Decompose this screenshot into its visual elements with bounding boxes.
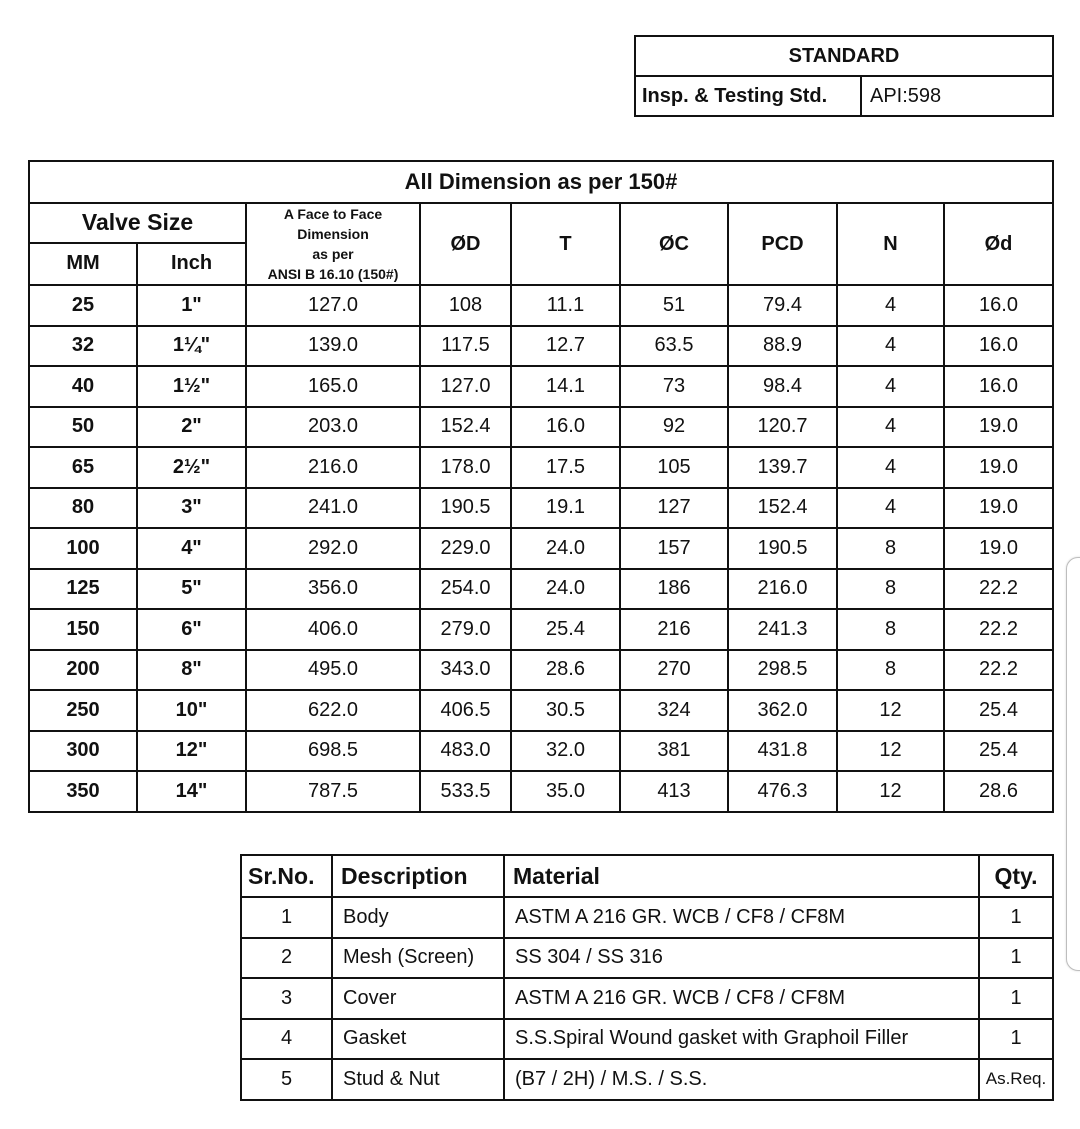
mm-cell: 150 xyxy=(29,609,137,650)
inch-cell: 8" xyxy=(137,650,246,691)
mm-cell: 125 xyxy=(29,569,137,610)
dimension-row xyxy=(29,285,1053,326)
mm-cell: 25 xyxy=(29,285,137,326)
parts-table xyxy=(240,854,1054,1101)
n-cell: 8 xyxy=(837,569,944,610)
od-cell: 190.5 xyxy=(420,488,511,529)
n-cell: 8 xyxy=(837,650,944,691)
face-header-line-4: ANSI B 16.10 (150#) xyxy=(267,266,399,282)
oc-cell: 186 xyxy=(620,569,728,610)
face-to-face-cell: 139.0 xyxy=(246,326,420,367)
qty-cell: As.Req. xyxy=(979,1059,1053,1100)
d-cell: 19.0 xyxy=(944,488,1053,529)
n-cell: 12 xyxy=(837,690,944,731)
sr-no-cell: 4 xyxy=(241,1019,332,1060)
dimension-row xyxy=(29,731,1053,772)
parts-row xyxy=(241,938,1053,979)
pcd-cell: 362.0 xyxy=(728,690,837,731)
face-to-face-cell: 622.0 xyxy=(246,690,420,731)
t-cell: 16.0 xyxy=(511,407,620,448)
t-cell: 32.0 xyxy=(511,731,620,772)
n-cell: 4 xyxy=(837,407,944,448)
od-cell: 533.5 xyxy=(420,771,511,812)
dimension-row xyxy=(29,407,1053,448)
material-cell: ASTM A 216 GR. WCB / CF8 / CF8M xyxy=(504,897,979,938)
description-cell: Cover xyxy=(332,978,504,1019)
face-header-line-3: as per xyxy=(312,246,354,262)
standard-title: STANDARD xyxy=(635,36,1053,76)
d-cell: 19.0 xyxy=(944,407,1053,448)
material-cell: ASTM A 216 GR. WCB / CF8 / CF8M xyxy=(504,978,979,1019)
oc-cell: 51 xyxy=(620,285,728,326)
parts-row xyxy=(241,1019,1053,1060)
t-cell: 35.0 xyxy=(511,771,620,812)
description-cell: Body xyxy=(332,897,504,938)
d-cell: 19.0 xyxy=(944,528,1053,569)
standard-label: Insp. & Testing Std. xyxy=(635,76,861,116)
mm-cell: 100 xyxy=(29,528,137,569)
description-cell: Mesh (Screen) xyxy=(332,938,504,979)
n-header: N xyxy=(837,203,944,285)
d-cell: 19.0 xyxy=(944,447,1053,488)
od-cell: 483.0 xyxy=(420,731,511,772)
d-cell: 16.0 xyxy=(944,285,1053,326)
mm-cell: 250 xyxy=(29,690,137,731)
t-cell: 25.4 xyxy=(511,609,620,650)
oc-cell: 105 xyxy=(620,447,728,488)
inch-cell: 12" xyxy=(137,731,246,772)
face-to-face-cell: 165.0 xyxy=(246,366,420,407)
face-to-face-cell: 241.0 xyxy=(246,488,420,529)
n-cell: 4 xyxy=(837,488,944,529)
d-cell: 22.2 xyxy=(944,609,1053,650)
n-cell: 4 xyxy=(837,447,944,488)
od-cell: 229.0 xyxy=(420,528,511,569)
parts-row xyxy=(241,897,1053,938)
d-cell: 22.2 xyxy=(944,650,1053,691)
inch-cell: 5" xyxy=(137,569,246,610)
material-cell: S.S.Spiral Wound gasket with Graphoil Filler xyxy=(504,1019,979,1060)
mm-header: MM xyxy=(29,243,137,285)
oc-cell: 63.5 xyxy=(620,326,728,367)
dimension-row xyxy=(29,771,1053,812)
material-header: Material xyxy=(504,855,979,897)
pcd-cell: 120.7 xyxy=(728,407,837,448)
od-cell: 108 xyxy=(420,285,511,326)
pcd-cell: 152.4 xyxy=(728,488,837,529)
inch-cell: 10" xyxy=(137,690,246,731)
inch-cell: 6" xyxy=(137,609,246,650)
face-header-line-2: Dimension xyxy=(297,226,369,242)
sr-no-cell: 5 xyxy=(241,1059,332,1100)
parts-row xyxy=(241,1059,1053,1100)
dimension-row xyxy=(29,569,1053,610)
inch-cell: 2½" xyxy=(137,447,246,488)
pcd-cell: 139.7 xyxy=(728,447,837,488)
d-cell: 28.6 xyxy=(944,771,1053,812)
oc-cell: 92 xyxy=(620,407,728,448)
od-cell: 127.0 xyxy=(420,366,511,407)
od-cell: 343.0 xyxy=(420,650,511,691)
face-to-face-cell: 787.5 xyxy=(246,771,420,812)
t-cell: 30.5 xyxy=(511,690,620,731)
qty-cell: 1 xyxy=(979,978,1053,1019)
mm-cell: 32 xyxy=(29,326,137,367)
pcd-cell: 88.9 xyxy=(728,326,837,367)
t-cell: 24.0 xyxy=(511,528,620,569)
face-to-face-cell: 216.0 xyxy=(246,447,420,488)
face-to-face-cell: 292.0 xyxy=(246,528,420,569)
dimension-row xyxy=(29,650,1053,691)
od-cell: 152.4 xyxy=(420,407,511,448)
n-cell: 4 xyxy=(837,326,944,367)
qty-cell: 1 xyxy=(979,938,1053,979)
dimension-row xyxy=(29,528,1053,569)
d-cell: 25.4 xyxy=(944,690,1053,731)
inch-cell: 4" xyxy=(137,528,246,569)
inch-cell: 1½" xyxy=(137,366,246,407)
oc-cell: 324 xyxy=(620,690,728,731)
dimension-row xyxy=(29,488,1053,529)
od-cell: 279.0 xyxy=(420,609,511,650)
inch-cell: 3" xyxy=(137,488,246,529)
dimension-table xyxy=(28,160,1054,813)
mm-cell: 40 xyxy=(29,366,137,407)
oc-header: ØC xyxy=(620,203,728,285)
side-scroll-handle[interactable] xyxy=(1066,557,1080,971)
inch-header: Inch xyxy=(137,243,246,285)
dimension-row xyxy=(29,326,1053,367)
pcd-cell: 241.3 xyxy=(728,609,837,650)
inch-cell: 1" xyxy=(137,285,246,326)
sr-no-cell: 3 xyxy=(241,978,332,1019)
oc-cell: 73 xyxy=(620,366,728,407)
od-cell: 406.5 xyxy=(420,690,511,731)
oc-cell: 413 xyxy=(620,771,728,812)
oc-cell: 216 xyxy=(620,609,728,650)
inch-cell: 2" xyxy=(137,407,246,448)
oc-cell: 270 xyxy=(620,650,728,691)
pcd-cell: 476.3 xyxy=(728,771,837,812)
oc-cell: 381 xyxy=(620,731,728,772)
t-cell: 24.0 xyxy=(511,569,620,610)
dimension-row xyxy=(29,366,1053,407)
oc-cell: 127 xyxy=(620,488,728,529)
pcd-cell: 298.5 xyxy=(728,650,837,691)
od-cell: 178.0 xyxy=(420,447,511,488)
inch-cell: 1¼" xyxy=(137,326,246,367)
parts-row xyxy=(241,978,1053,1019)
d-cell: 22.2 xyxy=(944,569,1053,610)
mm-cell: 65 xyxy=(29,447,137,488)
pcd-cell: 431.8 xyxy=(728,731,837,772)
pcd-header: PCD xyxy=(728,203,837,285)
n-cell: 8 xyxy=(837,609,944,650)
face-to-face-cell: 203.0 xyxy=(246,407,420,448)
pcd-cell: 79.4 xyxy=(728,285,837,326)
standard-table xyxy=(634,35,1054,117)
d-cell: 25.4 xyxy=(944,731,1053,772)
dimension-row xyxy=(29,609,1053,650)
description-cell: Gasket xyxy=(332,1019,504,1060)
face-to-face-cell: 127.0 xyxy=(246,285,420,326)
dimension-row xyxy=(29,690,1053,731)
d-header: Ød xyxy=(944,203,1053,285)
sr-no-header: Sr.No. xyxy=(241,855,332,897)
od-header: ØD xyxy=(420,203,511,285)
t-cell: 12.7 xyxy=(511,326,620,367)
n-cell: 12 xyxy=(837,731,944,772)
t-cell: 17.5 xyxy=(511,447,620,488)
sr-no-cell: 1 xyxy=(241,897,332,938)
mm-cell: 200 xyxy=(29,650,137,691)
description-cell: Stud & Nut xyxy=(332,1059,504,1100)
valve-size-header: Valve Size xyxy=(29,203,246,243)
od-cell: 254.0 xyxy=(420,569,511,610)
mm-cell: 300 xyxy=(29,731,137,772)
description-header: Description xyxy=(332,855,504,897)
n-cell: 4 xyxy=(837,366,944,407)
t-cell: 11.1 xyxy=(511,285,620,326)
mm-cell: 350 xyxy=(29,771,137,812)
n-cell: 4 xyxy=(837,285,944,326)
oc-cell: 157 xyxy=(620,528,728,569)
t-header: T xyxy=(511,203,620,285)
sr-no-cell: 2 xyxy=(241,938,332,979)
od-cell: 117.5 xyxy=(420,326,511,367)
d-cell: 16.0 xyxy=(944,366,1053,407)
qty-header: Qty. xyxy=(979,855,1053,897)
pcd-cell: 98.4 xyxy=(728,366,837,407)
mm-cell: 50 xyxy=(29,407,137,448)
face-to-face-cell: 406.0 xyxy=(246,609,420,650)
pcd-cell: 190.5 xyxy=(728,528,837,569)
face-to-face-cell: 495.0 xyxy=(246,650,420,691)
qty-cell: 1 xyxy=(979,1019,1053,1060)
n-cell: 12 xyxy=(837,771,944,812)
mm-cell: 80 xyxy=(29,488,137,529)
dimension-table-title: All Dimension as per 150# xyxy=(29,161,1053,203)
standard-value: API:598 xyxy=(861,76,1053,116)
material-cell: SS 304 / SS 316 xyxy=(504,938,979,979)
n-cell: 8 xyxy=(837,528,944,569)
inch-cell: 14" xyxy=(137,771,246,812)
material-cell: (B7 / 2H) / M.S. / S.S. xyxy=(504,1059,979,1100)
face-header-line-1: A Face to Face xyxy=(283,206,383,222)
t-cell: 19.1 xyxy=(511,488,620,529)
face-to-face-cell: 698.5 xyxy=(246,731,420,772)
face-to-face-header xyxy=(246,203,420,285)
t-cell: 14.1 xyxy=(511,366,620,407)
t-cell: 28.6 xyxy=(511,650,620,691)
dimension-row xyxy=(29,447,1053,488)
face-to-face-cell: 356.0 xyxy=(246,569,420,610)
d-cell: 16.0 xyxy=(944,326,1053,367)
qty-cell: 1 xyxy=(979,897,1053,938)
pcd-cell: 216.0 xyxy=(728,569,837,610)
